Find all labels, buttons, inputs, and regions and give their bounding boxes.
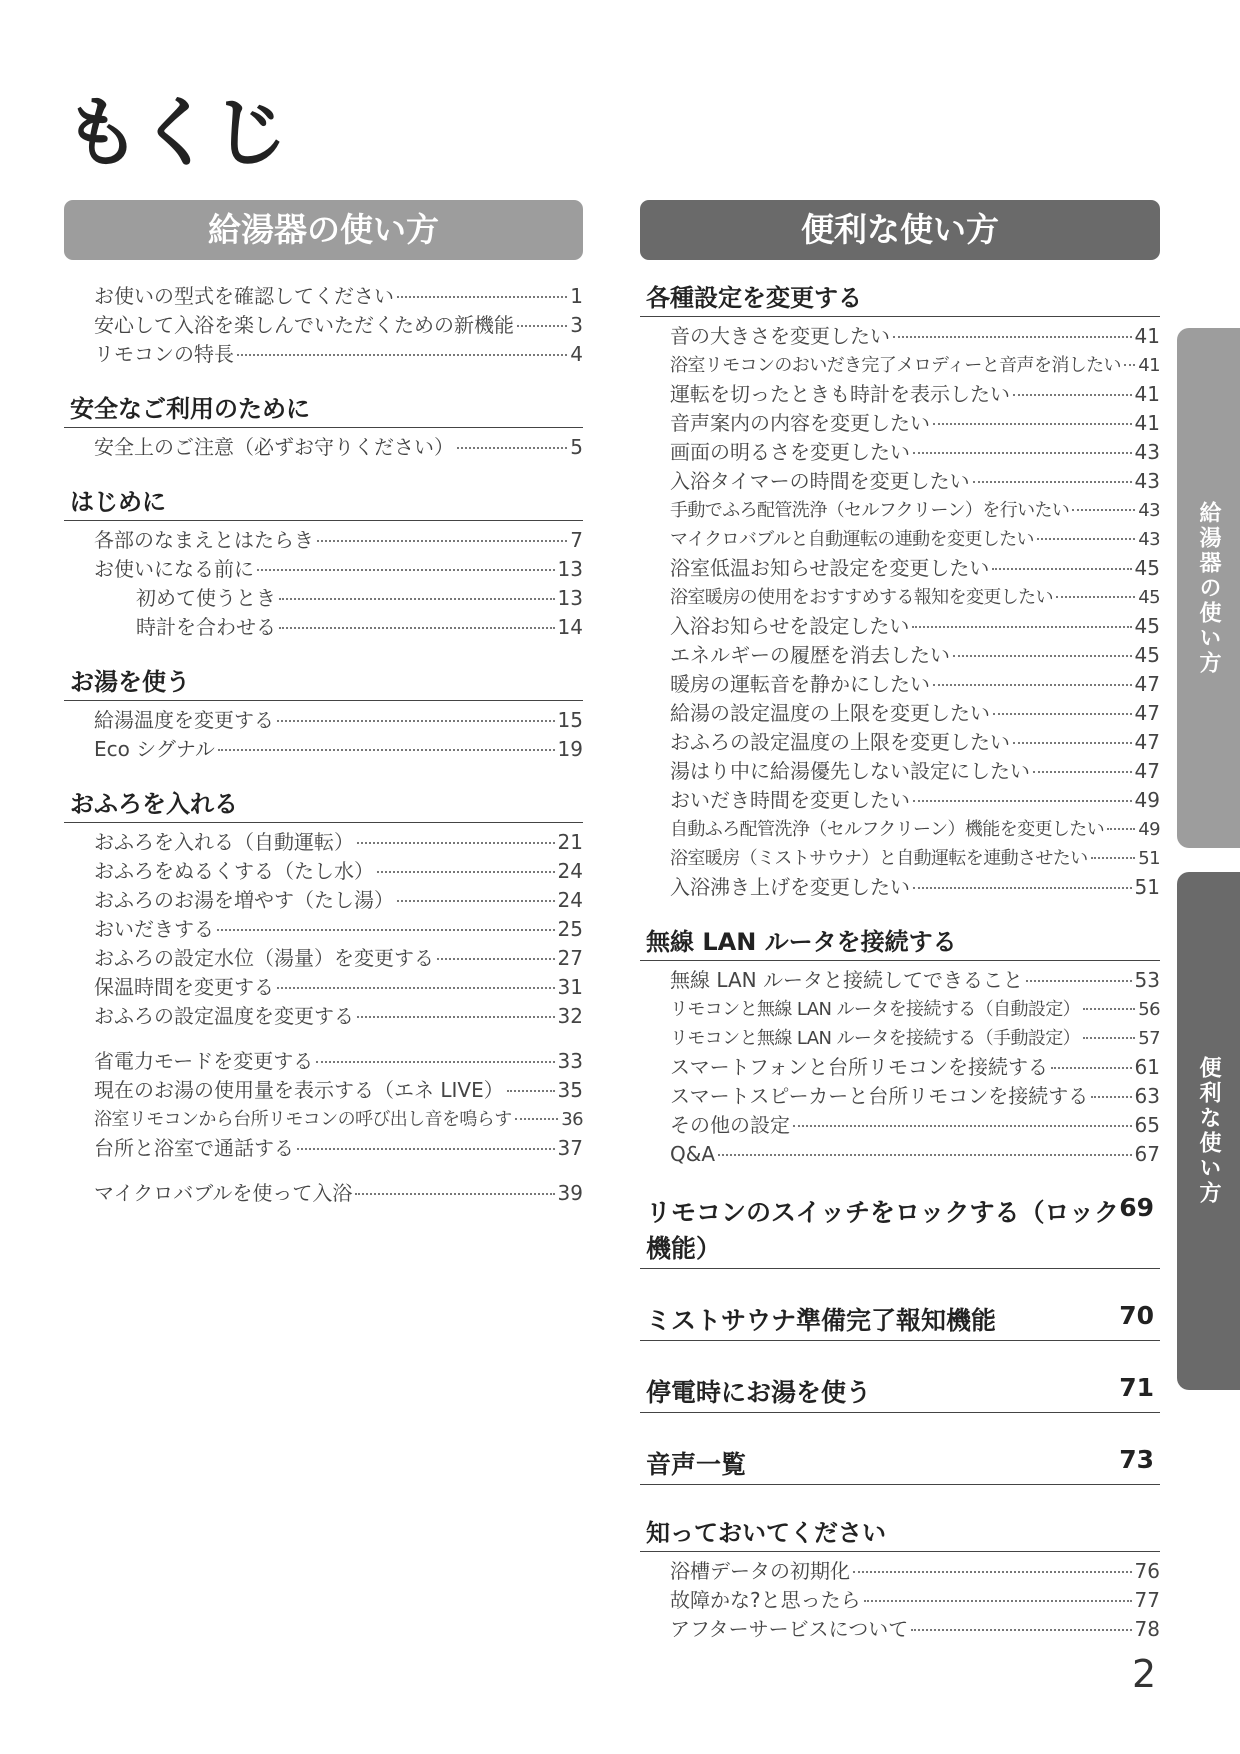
big-section-page: 73	[1119, 1445, 1154, 1474]
toc-entry[interactable]: Eco シグナル 19	[94, 737, 583, 761]
toc-subentry[interactable]: 初めて使うとき 13	[136, 586, 583, 610]
toc-entry[interactable]: 浴室リモコンから台所リモコンの呼び出し音を鳴らす 36	[94, 1109, 583, 1130]
toc-entry[interactable]: 給湯温度を変更する 15	[94, 708, 583, 732]
section-heading: 安全なご利用のために	[64, 387, 583, 428]
big-section-heading[interactable]	[640, 1371, 1160, 1413]
left-column	[64, 200, 583, 1216]
toc-entry[interactable]: リモコンと無線 LAN ルータを接続する（自動設定） 56	[670, 999, 1160, 1020]
toc-entry[interactable]: 故障かな?と思ったら 77	[670, 1588, 1160, 1612]
page-title: もくじ	[64, 88, 286, 177]
toc-entry[interactable]: お使いの型式を確認してください 1	[94, 284, 583, 308]
big-section-title: リモコンのスイッチをロックする（ロック機能）	[646, 1198, 1120, 1263]
toc-entry[interactable]: 入浴沸き上げを変更したい 51	[670, 875, 1160, 899]
toc-entry[interactable]: 入浴タイマーの時間を変更したい 43	[670, 469, 1160, 493]
big-section-page: 71	[1119, 1373, 1154, 1402]
toc-entry[interactable]: お使いになる前に 13	[94, 557, 583, 581]
side-tab-kyutouki[interactable]	[1177, 328, 1240, 848]
toc-entry[interactable]: その他の設定 65	[670, 1113, 1160, 1137]
intro-entry-list	[64, 260, 583, 377]
toc-entry[interactable]: 安心して入浴を楽しんでいただくための新機能 3	[94, 313, 583, 337]
toc-entry[interactable]: 浴槽データの初期化 76	[670, 1559, 1160, 1583]
toc-entry[interactable]: 給湯の設定温度の上限を変更したい 47	[670, 701, 1160, 725]
section-entry-list	[64, 521, 583, 650]
right-column	[640, 200, 1160, 1652]
toc-entry[interactable]: おいだき時間を変更したい 49	[670, 788, 1160, 812]
toc-entry[interactable]: 各部のなまえとはたらき 7	[94, 528, 583, 552]
toc-entry[interactable]: 保温時間を変更する 31	[94, 975, 583, 999]
section-entry-list	[640, 317, 1160, 910]
toc-entry[interactable]: マイクロバブルを使って入浴 39	[94, 1181, 583, 1205]
toc-entry[interactable]: 音声案内の内容を変更したい 41	[670, 411, 1160, 435]
big-section-heading[interactable]	[640, 1299, 1160, 1341]
toc-entry[interactable]: 湯はり中に給湯優先しない設定にしたい 47	[670, 759, 1160, 783]
big-section-title: 音声一覧	[646, 1450, 747, 1479]
toc-entry[interactable]: 安全上のご注意（必ずお守りください） 5	[94, 435, 583, 459]
toc-entry[interactable]: リモコンと無線 LAN ルータを接続する（手動設定） 57	[670, 1028, 1160, 1049]
side-tab-label: 給湯器の使い方	[1196, 500, 1221, 676]
section-heading: おふろを入れる	[64, 782, 583, 823]
section-entry-list	[640, 961, 1160, 1177]
toc-entry[interactable]: 浴室暖房の使用をおすすめする報知を変更したい 45	[670, 587, 1160, 608]
toc-entry[interactable]: 浴室暖房（ミストサウナ）と自動運転を連動させたい 51	[670, 848, 1160, 869]
toc-entry[interactable]: おふろをぬるくする（たし水） 24	[94, 859, 583, 883]
toc-entry[interactable]: おいだきする 25	[94, 917, 583, 941]
toc-entry[interactable]: エネルギーの履歴を消去したい 45	[670, 643, 1160, 667]
section-heading: お湯を使う	[64, 660, 583, 701]
section-entry-list	[64, 428, 583, 470]
section-heading: 知っておいてください	[640, 1511, 1160, 1552]
toc-entry[interactable]: マイクロバブルと自動運転の連動を変更したい 43	[670, 529, 1160, 550]
big-section-heading[interactable]	[640, 1191, 1160, 1269]
section-entry-list	[64, 701, 583, 772]
toc-entry[interactable]: 暖房の運転音を静かにしたい 47	[670, 672, 1160, 696]
toc-entry[interactable]: 入浴お知らせを設定したい 45	[670, 614, 1160, 638]
section-heading: 無線 LAN ルータを接続する	[640, 920, 1160, 961]
toc-entry[interactable]: 手動でふろ配管洗浄（セルフクリーン）を行いたい 43	[670, 500, 1160, 521]
side-tab-label: 便利な使い方	[1196, 1056, 1221, 1206]
toc-entry[interactable]: おふろを入れる（自動運転） 21	[94, 830, 583, 854]
toc-entry[interactable]: 浴室低温お知らせ設定を変更したい 45	[670, 556, 1160, 580]
toc-entry[interactable]: 音の大きさを変更したい 41	[670, 324, 1160, 348]
left-column-banner: 給湯器の使い方	[64, 200, 583, 260]
toc-entry[interactable]: おふろの設定温度を変更する 32	[94, 1004, 583, 1028]
section-heading: 各種設定を変更する	[640, 276, 1160, 317]
toc-entry[interactable]: 運転を切ったときも時計を表示したい 41	[670, 382, 1160, 406]
toc-subentry[interactable]: 時計を合わせる 14	[136, 615, 583, 639]
toc-entry[interactable]: 台所と浴室で通話する 37	[94, 1136, 583, 1160]
toc-entry[interactable]: おふろの設定温度の上限を変更したい 47	[670, 730, 1160, 754]
big-section-heading[interactable]	[640, 1443, 1160, 1485]
toc-entry[interactable]: リモコンの特長 4	[94, 342, 583, 366]
toc-entry[interactable]: アフターサービスについて 78	[670, 1617, 1160, 1641]
right-column-banner: 便利な使い方	[640, 200, 1160, 260]
toc-entry[interactable]: おふろの設定水位（湯量）を変更する 27	[94, 946, 583, 970]
section-entry-list	[64, 823, 583, 1216]
toc-entry[interactable]: スマートフォンと台所リモコンを接続する 61	[670, 1055, 1160, 1079]
big-section-page: 69	[1119, 1193, 1154, 1222]
big-section-title: ミストサウナ準備完了報知機能	[646, 1306, 997, 1335]
toc-entry[interactable]: 省電力モードを変更する 33	[94, 1049, 583, 1073]
section-entry-list	[640, 1552, 1160, 1652]
toc-entry[interactable]: 浴室リモコンのおいだき完了メロディーと音声を消したい 41	[670, 355, 1160, 376]
toc-entry[interactable]: おふろのお湯を増やす（たし湯） 24	[94, 888, 583, 912]
toc-entry[interactable]: 自動ふろ配管洗浄（セルフクリーン）機能を変更したい 49	[670, 819, 1160, 840]
toc-entry[interactable]: 無線 LAN ルータと接続してできること 53	[670, 968, 1160, 992]
big-section-title: 停電時にお湯を使う	[646, 1378, 872, 1407]
toc-entry[interactable]: Q&A 67	[670, 1142, 1160, 1166]
toc-entry[interactable]: 現在のお湯の使用量を表示する（エネ LIVE） 35	[94, 1078, 583, 1102]
toc-entry[interactable]: 画面の明るさを変更したい 43	[670, 440, 1160, 464]
toc-entry[interactable]: スマートスピーカーと台所リモコンを接続する 63	[670, 1084, 1160, 1108]
section-heading: はじめに	[64, 480, 583, 521]
big-section-page: 70	[1119, 1301, 1154, 1330]
page-number: 2	[1132, 1652, 1157, 1696]
side-tab-benri[interactable]	[1177, 872, 1240, 1390]
